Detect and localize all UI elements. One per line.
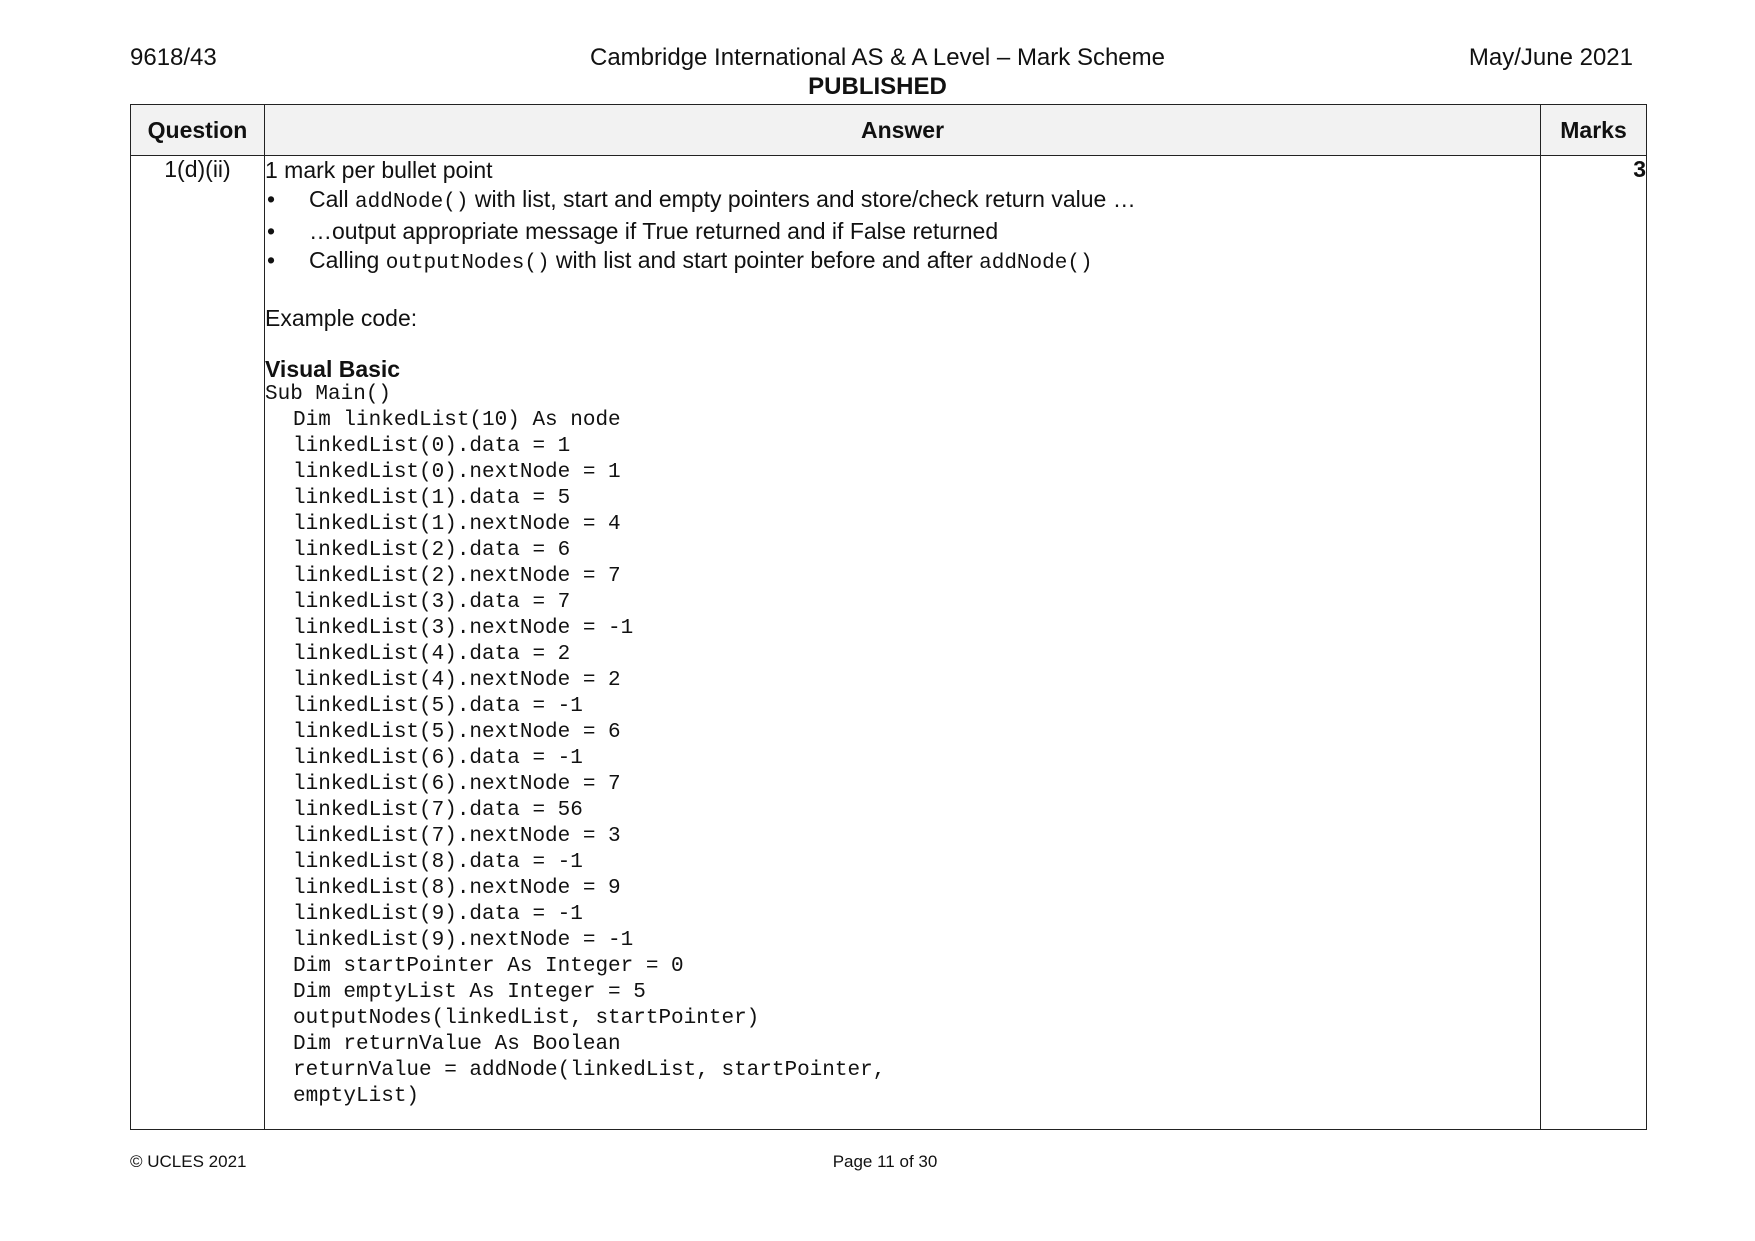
code-line: linkedList(8).data = -1: [293, 851, 583, 874]
code-line: linkedList(4).nextNode = 2: [293, 669, 621, 692]
marking-point-text: …output appropriate message if True returned and if False returned: [309, 218, 999, 244]
marking-point-text: with list and start pointer before and after: [549, 247, 980, 273]
code-line: linkedList(9).data = -1: [293, 903, 583, 926]
inline-code: addNode(): [979, 252, 1093, 275]
code-line: emptyList): [293, 1085, 420, 1108]
inline-code: addNode(): [355, 191, 469, 214]
answer-column-header: Answer: [265, 105, 1541, 156]
code-line: linkedList(1).nextNode = 4: [293, 513, 621, 536]
question-column-header: Question: [131, 105, 265, 156]
marking-instruction: 1 mark per bullet point: [265, 157, 493, 183]
marking-point-text: Call: [309, 186, 356, 212]
code-line: linkedList(5).data = -1: [293, 695, 583, 718]
code-line: Dim emptyList As Integer = 5: [293, 981, 646, 1004]
code-line: Dim returnValue As Boolean: [293, 1033, 621, 1056]
code-line: outputNodes(linkedList, startPointer): [293, 1007, 760, 1030]
exam-session: May/June 2021: [1468, 44, 1633, 71]
marks-column-header: Marks: [1541, 105, 1647, 156]
code-line: linkedList(9).nextNode = -1: [293, 929, 634, 952]
code-line: linkedList(6).nextNode = 7: [293, 773, 621, 796]
marking-point-text: with list, start and empty pointers and store/check return value …: [468, 186, 1136, 212]
document-title: Cambridge International AS & A Level – Mark Scheme: [590, 44, 1165, 71]
marks-value: 3: [1541, 156, 1647, 1130]
table-header-row: [131, 105, 1647, 156]
question-number: 1(d)(ii): [131, 156, 265, 1130]
code-block: [265, 382, 1540, 1110]
code-line: linkedList(2).nextNode = 7: [293, 565, 621, 588]
mark-scheme-table: [130, 104, 1647, 1130]
code-line: linkedList(0).nextNode = 1: [293, 461, 621, 484]
status-label: PUBLISHED: [808, 73, 947, 100]
marking-point: [265, 246, 1540, 278]
language-heading: Visual Basic: [265, 356, 401, 382]
inline-code: outputNodes(): [385, 252, 550, 275]
marking-point-text: Calling: [309, 247, 386, 273]
answer-cell: [265, 156, 1541, 1130]
code-line: Dim linkedList(10) As node: [293, 409, 621, 432]
code-line: Sub Main(): [265, 383, 392, 406]
code-line: Dim startPointer As Integer = 0: [293, 955, 684, 978]
code-line: linkedList(7).data = 56: [293, 799, 583, 822]
page-number: Page 11 of 30: [832, 1152, 938, 1171]
marking-point: [265, 185, 1540, 217]
code-line: linkedList(0).data = 1: [293, 435, 571, 458]
code-line: linkedList(8).nextNode = 9: [293, 877, 621, 900]
copyright-notice: © UCLES 2021: [130, 1152, 247, 1171]
paper-code: 9618/43: [130, 44, 217, 71]
marking-points-list: [265, 185, 1540, 278]
code-line: linkedList(3).nextNode = -1: [293, 617, 634, 640]
code-line: linkedList(2).data = 6: [293, 539, 571, 562]
marking-point: [265, 217, 1540, 246]
code-line: linkedList(3).data = 7: [293, 591, 571, 614]
code-line: linkedList(4).data = 2: [293, 643, 571, 666]
example-code-label: Example code:: [265, 305, 418, 331]
table-row: [131, 156, 1647, 1130]
code-line: linkedList(5).nextNode = 6: [293, 721, 621, 744]
code-line: linkedList(7).nextNode = 3: [293, 825, 621, 848]
code-line: linkedList(6).data = -1: [293, 747, 583, 770]
code-line: linkedList(1).data = 5: [293, 487, 571, 510]
code-line: returnValue = addNode(linkedList, startPointer,: [293, 1059, 886, 1082]
